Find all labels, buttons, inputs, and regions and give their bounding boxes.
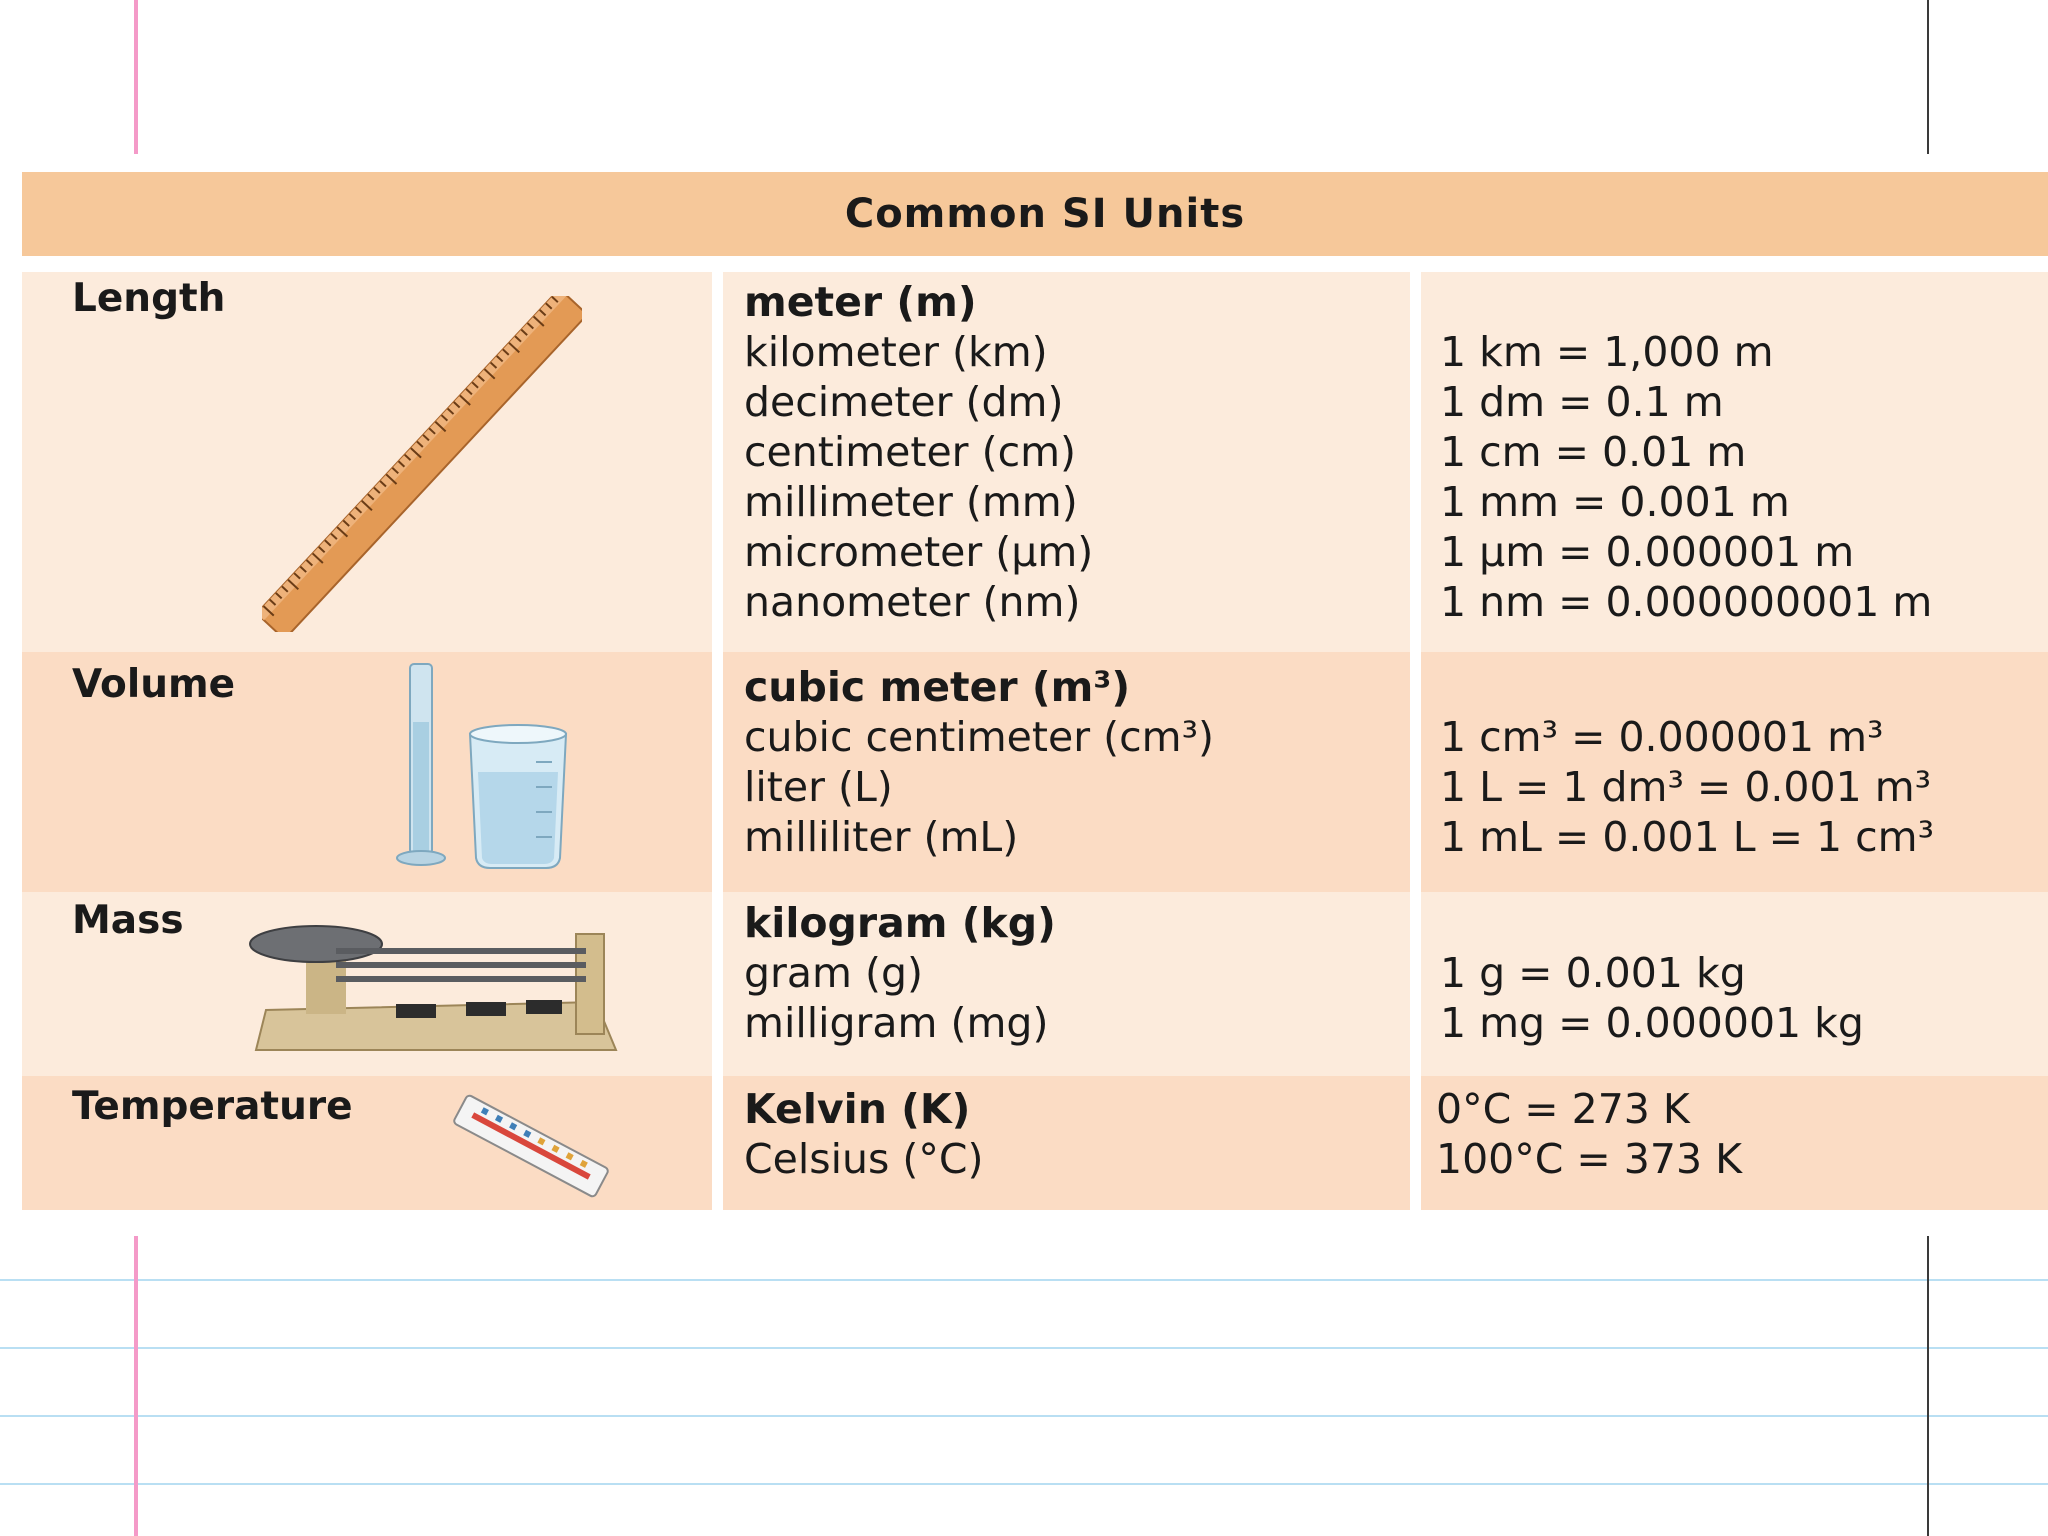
conversion-item: 1 mg = 0.000001 kg: [1440, 999, 1864, 1047]
conversion-item: 1 km = 1,000 m: [1440, 328, 1774, 376]
notebook-rule-line: [0, 1279, 2048, 1281]
conversion-item: 1 g = 0.001 kg: [1440, 949, 1746, 997]
temperature-units-list: [744, 1084, 984, 1184]
unit-base: kilogram (kg): [744, 899, 1056, 947]
conversion-item: 1 L = 1 dm³ = 0.001 m³: [1440, 763, 1932, 811]
conversion-item: 1 mm = 0.001 m: [1440, 478, 1790, 526]
unit-base: meter (m): [744, 278, 977, 326]
table-title-bar: [22, 172, 2048, 256]
row-label-length: Length: [72, 276, 226, 321]
unit-item: cubic centimeter (cm³): [744, 713, 1214, 761]
graduated-cylinder-and-beaker-icon: [396, 662, 576, 870]
conversion-item: 1 cm = 0.01 m: [1440, 428, 1747, 476]
ruler-icon: [262, 296, 582, 632]
notebook-right-line-top: [1927, 0, 1929, 154]
column-divider: [1410, 272, 1421, 1210]
mass-conversions-list: [1440, 948, 1864, 1048]
triple-beam-balance-icon: [246, 918, 620, 1054]
length-conversions-list: [1440, 327, 1932, 627]
unit-item: centimeter (cm): [744, 428, 1077, 476]
length-units-list: [744, 277, 1093, 627]
unit-item: millimeter (mm): [744, 478, 1078, 526]
thermometer-icon: [446, 1088, 616, 1204]
unit-item: gram (g): [744, 949, 923, 997]
unit-item: milligram (mg): [744, 999, 1049, 1047]
unit-item: liter (L): [744, 763, 893, 811]
column-divider: [712, 272, 723, 1210]
notebook-rule-line: [0, 1415, 2048, 1417]
temperature-conversions-list: [1436, 1084, 1742, 1184]
conversion-item: 1 mL = 0.001 L = 1 cm³: [1440, 813, 1935, 861]
unit-item: milliliter (mL): [744, 813, 1019, 861]
notebook-rule-line: [0, 1347, 2048, 1349]
volume-conversions-list: [1440, 712, 1934, 862]
row-label-mass: Mass: [72, 898, 184, 943]
row-label-volume: Volume: [72, 662, 236, 707]
unit-base: cubic meter (m³): [744, 663, 1131, 711]
table-title: Common SI Units: [844, 191, 1246, 237]
unit-item: decimeter (dm): [744, 378, 1064, 426]
unit-item: kilometer (km): [744, 328, 1048, 376]
unit-item: nanometer (nm): [744, 578, 1081, 626]
conversion-item: 100°C = 373 K: [1436, 1135, 1742, 1183]
unit-item: Celsius (°C): [744, 1135, 984, 1183]
conversion-item: 1 μm = 0.000001 m: [1440, 528, 1855, 576]
volume-units-list: [744, 662, 1214, 862]
conversion-item: 1 cm³ = 0.000001 m³: [1440, 713, 1884, 761]
notebook-margin-line-top: [134, 0, 138, 154]
conversion-item: 1 nm = 0.000000001 m: [1440, 578, 1933, 626]
notebook-margin-line-bottom: [134, 1236, 138, 1536]
unit-base: Kelvin (K): [744, 1085, 971, 1133]
row-label-temperature: Temperature: [72, 1084, 353, 1129]
notebook-rule-line: [0, 1483, 2048, 1485]
conversion-item: 0°C = 273 K: [1436, 1085, 1690, 1133]
mass-units-list: [744, 898, 1056, 1048]
notebook-right-line-bottom: [1927, 1236, 1929, 1536]
conversion-item: 1 dm = 0.1 m: [1440, 378, 1724, 426]
unit-item: micrometer (μm): [744, 528, 1094, 576]
